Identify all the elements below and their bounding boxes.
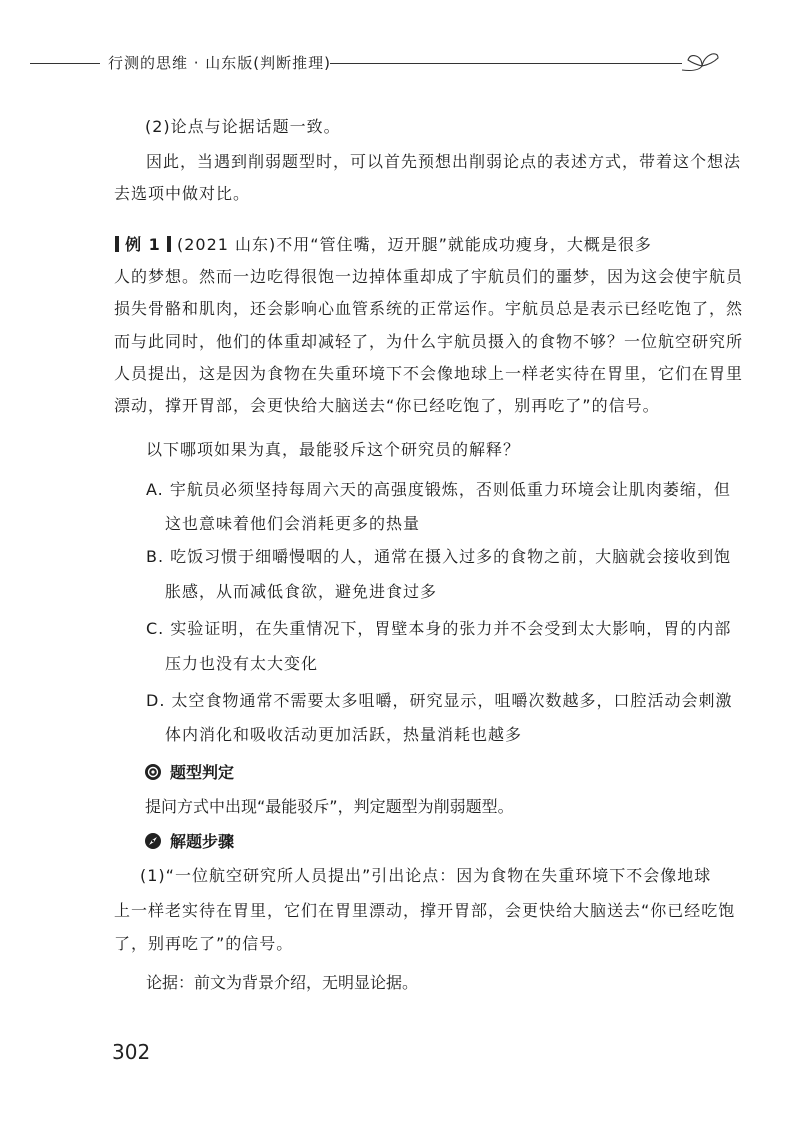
option-d-line-1: D. 太空食物通常不需要太多咀嚼，研究显示，咀嚼次数越多，口腔活动会刺激 <box>146 691 733 710</box>
example-bar-right <box>167 236 171 252</box>
header-rule-left <box>30 63 100 64</box>
example-line-5: 人员提出，这是因为食物在失重环境下不会像地球上一样老实待在胃里，它们在胃里 <box>114 364 744 383</box>
example-line-1: (2021 山东)不用“管住嘴，迈开腿”就能成功瘦身，大概是很多 <box>177 235 652 254</box>
evidence-text: 论据：前文为背景介绍，无明显论据。 <box>146 973 419 992</box>
page-number: 302 <box>112 1040 151 1064</box>
solution-line-1: (1)“一位航空研究所人员提出”引出论点：因为食物在失重环境下不会像地球 <box>140 866 712 885</box>
option-c-line-1: C. 实验证明，在失重情况下，胃壁本身的张力并不会受到太大影响，胃的内部 <box>146 619 732 638</box>
solution-line-3: 了，别再吃了”的信号。 <box>114 934 294 953</box>
example-line-2: 人的梦想。然而一边吃得很饱一边掉体重却成了宇航员们的噩梦，因为这会使宇航员 <box>114 267 744 286</box>
option-c-line-2: 压力也没有太大变化 <box>165 654 319 673</box>
running-header <box>0 48 800 78</box>
compass-icon <box>144 832 162 850</box>
question-type-body: 提问方式中出现“最能驳斥”，判定题型为削弱题型。 <box>145 797 514 816</box>
option-a-line-2: 这也意味着他们会消耗更多的热量 <box>165 514 421 533</box>
example-bar-left <box>115 236 119 252</box>
header-rule-right <box>330 63 682 64</box>
question-type-heading-text: 题型判定 <box>170 763 235 782</box>
example-line-3: 损失骨骼和肌肉，还会影响心血管系统的正常运作。宇航员总是表示已经吃饱了，然 <box>114 299 744 318</box>
option-a-line-1: A. 宇航员必须坚持每周六天的高强度锻炼，否则低重力环境会让肌肉萎缩，但 <box>146 480 731 499</box>
example-line-6: 漂动，撑开胃部，会更快给大脑送去“你已经吃饱了，别再吃了”的信号。 <box>114 396 660 415</box>
question-text: 以下哪项如果为真，最能驳斥这个研究员的解释？ <box>146 440 521 459</box>
target-icon <box>144 763 162 781</box>
solution-line-2: 上一样老实待在胃里，它们在胃里漂动，撑开胃部，会更快给大脑送去“你已经吃饱 <box>114 901 736 920</box>
point-2-text: (2)论点与论据话题一致。 <box>145 117 341 136</box>
example-line-4: 而与此同时，他们的体重却减轻了，为什么宇航员摄入的食物不够？一位航空研究所 <box>114 332 744 351</box>
option-b-line-2: 胀感，从而减低食欲，避免进食过多 <box>165 582 438 601</box>
solution-steps-heading-text: 解题步骤 <box>170 832 235 851</box>
intro-line-1: 因此，当遇到削弱题型时，可以首先预想出削弱论点的表述方式，带着这个想法 <box>146 152 742 171</box>
example-first-line <box>115 233 652 257</box>
book-title: 行测的思维 · 山东版(判断推理) <box>108 54 332 72</box>
sprout-icon <box>680 48 724 78</box>
question-type-heading <box>144 760 234 783</box>
example-label: 例 1 <box>125 235 161 254</box>
option-b-line-1: B. 吃饭习惯于细嚼慢咽的人，通常在摄入过多的食物之前，大脑就会接收到饱 <box>146 547 732 566</box>
option-d-line-2: 体内消化和吸收活动更加活跃，热量消耗也越多 <box>165 725 523 744</box>
intro-line-2: 去选项中做对比。 <box>114 184 251 203</box>
solution-steps-heading <box>144 829 234 852</box>
